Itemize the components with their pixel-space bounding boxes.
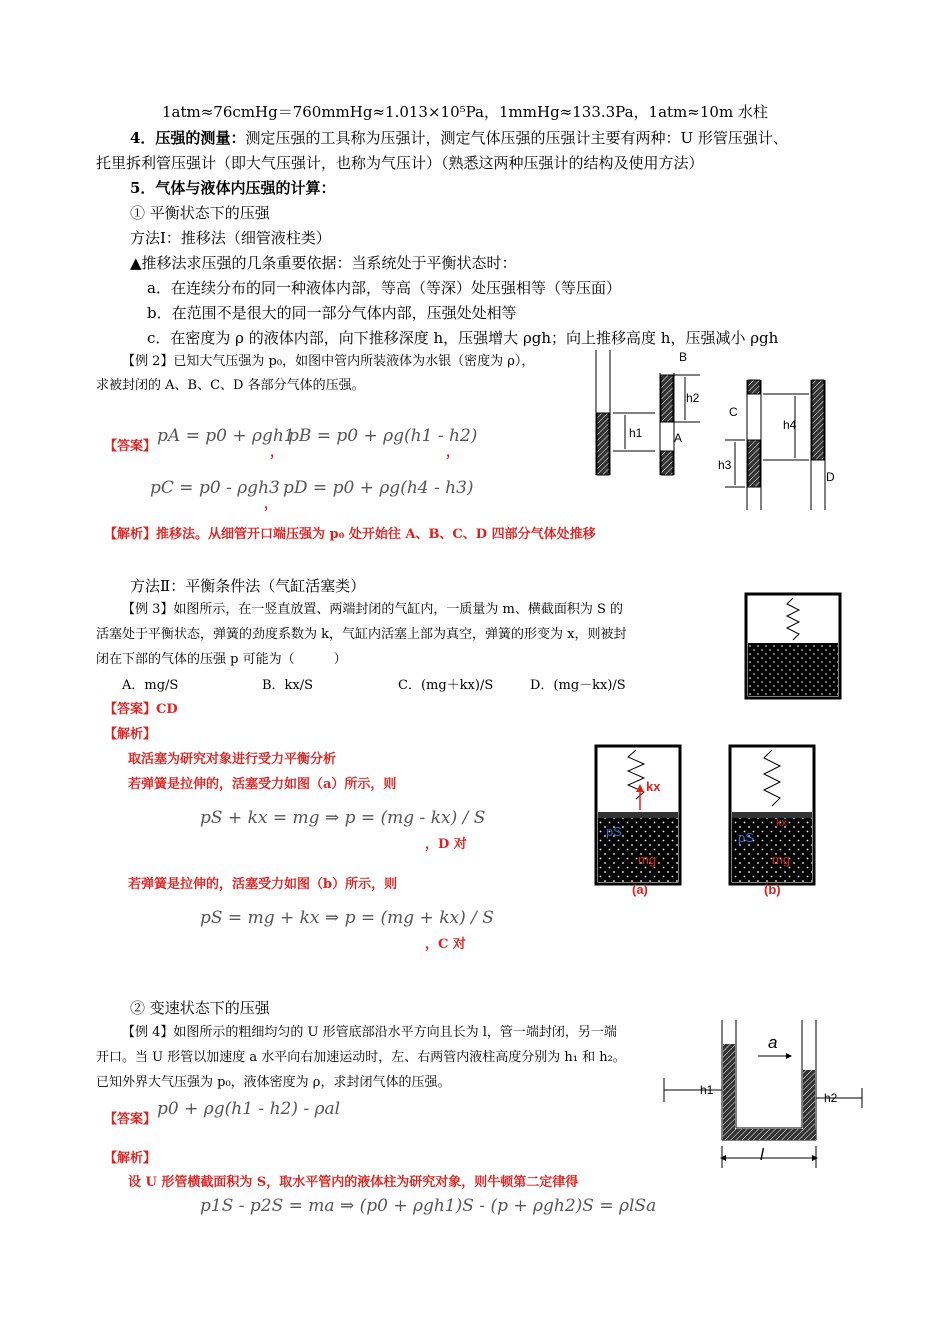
section-4-heading: 4．压强的测量： — [130, 129, 246, 147]
label-C: C — [729, 405, 738, 419]
label-A: A — [674, 431, 683, 445]
h2-label: h2 — [686, 391, 700, 405]
tubes-diagram — [585, 345, 845, 515]
force-diagrams — [594, 744, 854, 899]
basis-heading: ▲推移法求压强的几条重要依据：当系统处于平衡状态时： — [130, 254, 517, 272]
example-2-question: 【例 2】已知大气压强为 p₀，如图中管内所装液体为水银（密度为 ρ）， — [122, 354, 535, 369]
equation-pD: pD = p0 + ρg(h4 - h3) — [283, 478, 474, 498]
example-4-analysis-tag: 【解析】 — [104, 1151, 157, 1166]
rule-c: c．在密度为 ρ 的液体内部，向下推移深度 h，压强增大 ρgh；向上推移高度 h，压强减小 ρgh — [147, 329, 779, 347]
example-4-analysis: 设 U 形管横截面积为 S，取水平管内的液体柱为研究对象，则牛顿第二定律得 — [128, 1175, 579, 1190]
comma: ， — [270, 445, 284, 460]
section-5-heading: 5．气体与液体内压强的计算： — [130, 179, 336, 197]
example-3-answer: 【答案】CD — [104, 702, 178, 717]
mg-label: mg — [772, 852, 791, 867]
analysis-step-3: 若弹簧是拉伸的，活塞受力如图（b）所示，则 — [128, 877, 398, 892]
section-4-text: 测定压强的工具称为压强计，测定气体压强的压强计主要有两种：U 形管压强计、 — [245, 129, 788, 147]
example-2-question-cont: 求被封闭的 A、B、C、D 各部分气体的压强。 — [96, 378, 365, 393]
example-4-answer-tag: 【答案】 — [104, 1112, 157, 1127]
kx-label: kx — [776, 817, 787, 829]
h4-label: h4 — [783, 418, 797, 432]
kx-label: kx — [646, 779, 661, 794]
method-2-title: 方法Ⅱ：平衡条件法（气缸活塞类） — [130, 577, 366, 595]
option-A: A．mg/S — [122, 678, 179, 693]
option-C: C．(mg＋kx)/S — [398, 678, 494, 693]
label-D: D — [826, 470, 835, 484]
option-B: B．kx/S — [262, 678, 314, 693]
example-3-question: 【例 3】如图所示，在一竖直放置、两端封闭的气缸内，一质量为 m、横截面积为 S 的 — [122, 602, 624, 617]
equation-case-a: pS + kx = mg ⇒ p = (mg - kx) / S — [200, 808, 486, 828]
example-4-question-cont: 开口。当 U 形管以加速度 a 水平向右加速运动时，左、右两管内液柱高度分别为 h₁ 和 h₂。 — [96, 1050, 626, 1065]
example-2-analysis: 【解析】推移法。从细管开口端压强为 p₀ 处开始往 A、B、C、D 四部分气体处推移 — [104, 527, 596, 542]
h2-label: h2 — [824, 1091, 838, 1105]
label-B: B — [679, 350, 688, 364]
pS-label: pS — [738, 830, 754, 845]
section-4-cont: 托里拆利管压强计（即大气压强计，也称为气压计）（熟悉这两种压强计的结构及使用方法） — [96, 154, 704, 172]
u-tube-diagram — [660, 1018, 868, 1173]
rule-b: b．在范围不是很大的同一部分气体内部，压强处处相等 — [147, 304, 517, 322]
equation-pC: pC = p0 - ρgh3 — [150, 478, 280, 498]
example-4-answer-equation: p0 + ρg(h1 - h2) - ρal — [157, 1099, 341, 1119]
result-case-a: ，D 对 — [425, 837, 467, 852]
comma: ， — [446, 445, 460, 460]
h1-label: h1 — [629, 426, 643, 440]
example-4-question: 【例 4】如图所示的粗细均匀的 U 形管底部沿水平方向且长为 l，管一端封闭，另一端 — [122, 1025, 617, 1040]
unit-conversion-line: 1atm≈76cmHg＝760mmHg≈1.013×10⁵Pa，1mmHg≈133.3Pa，1atm≈10m 水柱 — [162, 103, 768, 121]
option-D: D．(mg－kx)/S — [530, 678, 626, 693]
h3-label: h3 — [718, 458, 732, 472]
acceleration-label: a — [768, 1033, 778, 1052]
example-3-question-cont2: 闭在下部的气体的压强 p 可能为（ ） — [96, 652, 347, 667]
section-4-line — [130, 128, 788, 148]
rule-a: a．在连续分布的同一种液体内部，等高（等深）处压强相等（等压面） — [147, 279, 621, 297]
label-b: (b) — [764, 882, 781, 897]
equation-pB: pB = p0 + ρg(h1 - h2) — [288, 426, 478, 446]
cylinder-diagram — [744, 592, 844, 700]
equation-pA: pA = p0 + ρgh1 — [157, 426, 295, 446]
analysis-step-1: 取活塞为研究对象进行受力平衡分析 — [128, 752, 337, 767]
length-label: l — [760, 1145, 764, 1164]
equation-case-b: pS = mg + kx ⇒ p = (mg + kx) / S — [200, 908, 494, 928]
result-case-b: ，C 对 — [425, 937, 466, 952]
h1-label: h1 — [700, 1083, 714, 1097]
example-3-analysis-tag: 【解析】 — [104, 727, 157, 742]
example-4-question-cont2: 已知外界大气压强为 p₀，液体密度为 ρ，求封闭气体的压强。 — [96, 1075, 451, 1090]
newton-equation: p1S - p2S = ma ⇒ (p0 + ρgh1)S - (p + ρgh2)S = ρlSa — [200, 1196, 657, 1216]
subsection-equilibrium: ① 平衡状态下的压强 — [130, 204, 270, 222]
method-1-title: 方法Ⅰ：推移法（细管液柱类） — [130, 229, 331, 247]
label-a: (a) — [632, 882, 648, 897]
subsection-variable-speed: ② 变速状态下的压强 — [130, 999, 270, 1017]
comma: ， — [264, 497, 278, 512]
pS-label: pS — [606, 824, 622, 839]
mg-label: mg — [638, 852, 657, 867]
example-3-question-cont: 活塞处于平衡状态，弹簧的劲度系数为 k，气缸内活塞上部为真空，弹簧的形变为 x，则被封 — [96, 627, 627, 642]
analysis-step-2: 若弹簧是拉伸的，活塞受力如图（a）所示，则 — [128, 777, 397, 792]
example-2-answer-tag: 【答案】 — [104, 439, 157, 454]
